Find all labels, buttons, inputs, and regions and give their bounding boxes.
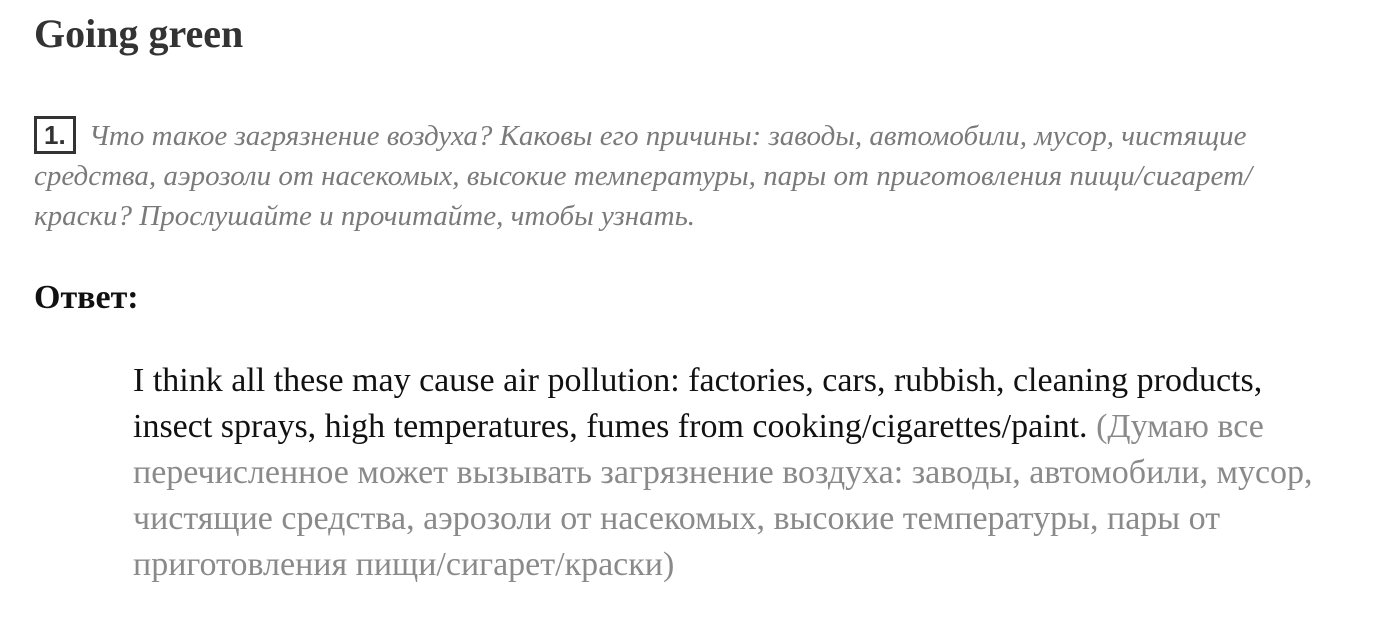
answer-label: Ответ: — [34, 279, 139, 316]
answer-english-text: I think all these may cause air pollution: factories, cars, rubbish, cleaning products, insect sprays, high temperatures, fumes from cooking/cigarettes/paint. — [133, 362, 1263, 445]
page-title: Going green — [34, 11, 244, 56]
task-text: Что такое загрязнение воздуха? Каковы его причины: заводы, автомобили, мусор, чистящие средства, аэрозоли от насекомых, высокие температуры, пары от приготовления пищи/сигарет/краски? Прослушайте и прочитайте, чтобы узнать. — [34, 120, 1253, 232]
task-number-badge: 1. — [34, 116, 76, 154]
answer-body — [133, 358, 1333, 588]
answer-translation-text: (Думаю все перечисленное может вызывать загрязнение воздуха: заводы, автомобили, мусор, чистящие средства, аэрозоли от насекомых, высокие температуры, пары от приготовления пищи/сигарет/краски) — [133, 408, 1313, 583]
task-prompt — [34, 116, 1334, 236]
